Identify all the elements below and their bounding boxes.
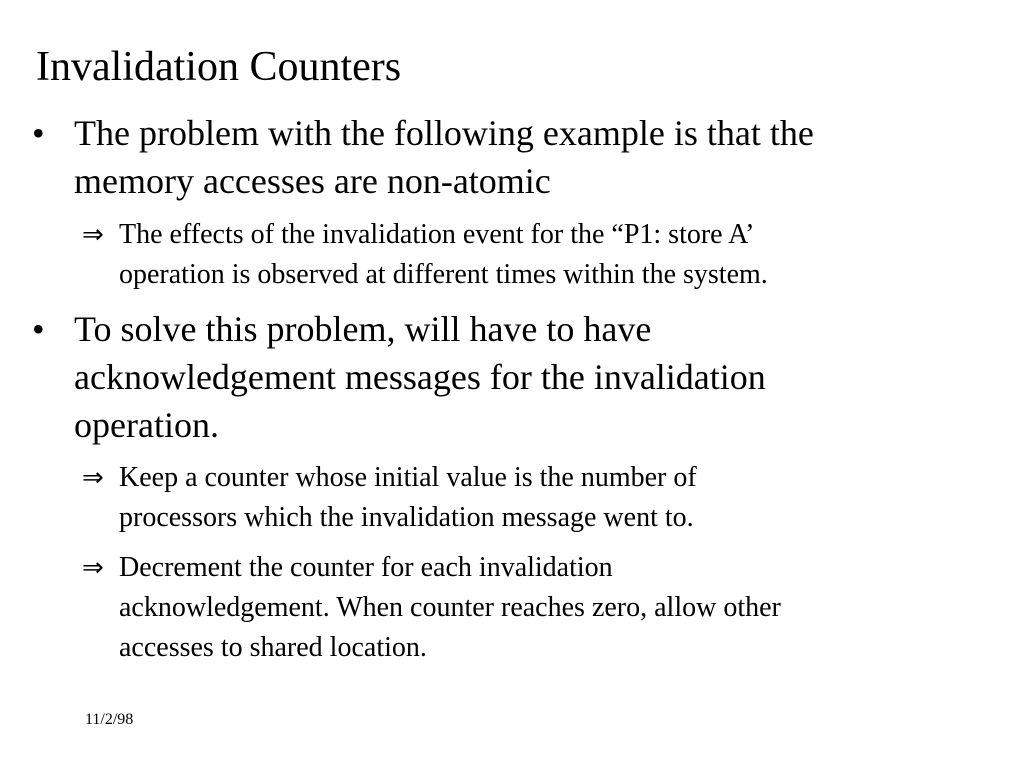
bullet-1-line-2: memory accesses are non-atomic bbox=[74, 161, 551, 201]
sub-bullet-2-2-line-3: accesses to shared location. bbox=[119, 632, 427, 663]
slide-title: Invalidation Counters bbox=[36, 44, 402, 90]
sub-bullet-1-1-text bbox=[119, 215, 768, 295]
implies-arrow-icon: ⇒ bbox=[82, 220, 104, 250]
implies-arrow-icon: ⇒ bbox=[82, 463, 104, 493]
bullet-marker: • bbox=[32, 113, 45, 153]
bullet-2-line-2: acknowledgement messages for the invalidation bbox=[74, 357, 766, 397]
sub-bullet-2-2-text bbox=[119, 548, 781, 668]
sub-bullet-1-1-line-1: The effects of the invalidation event for the “P1: store A’ bbox=[119, 219, 755, 250]
sub-bullet-1-1-line-2: operation is observed at different times within the system. bbox=[119, 259, 768, 290]
bullet-marker: • bbox=[32, 309, 45, 349]
sub-bullet-2-2-line-2: acknowledgement. When counter reaches zero, allow other bbox=[119, 592, 781, 623]
sub-bullet-2-1-text bbox=[119, 458, 697, 538]
bullet-1-line-1: The problem with the following example is that the bbox=[74, 113, 814, 153]
sub-bullet-2-1-line-1: Keep a counter whose initial value is the number of bbox=[119, 462, 697, 493]
bullet-2-line-3: operation. bbox=[74, 405, 219, 445]
sub-bullet-2-2-line-1: Decrement the counter for each invalidation bbox=[119, 552, 613, 583]
implies-arrow-icon: ⇒ bbox=[82, 553, 104, 583]
footer-date: 11/2/98 bbox=[85, 711, 134, 728]
bullet-1-text bbox=[74, 109, 814, 205]
sub-bullet-2-1-line-2: processors which the invalidation message went to. bbox=[119, 502, 694, 533]
bullet-2-text bbox=[74, 305, 766, 449]
bullet-2-line-1: To solve this problem, will have to have bbox=[74, 309, 652, 349]
